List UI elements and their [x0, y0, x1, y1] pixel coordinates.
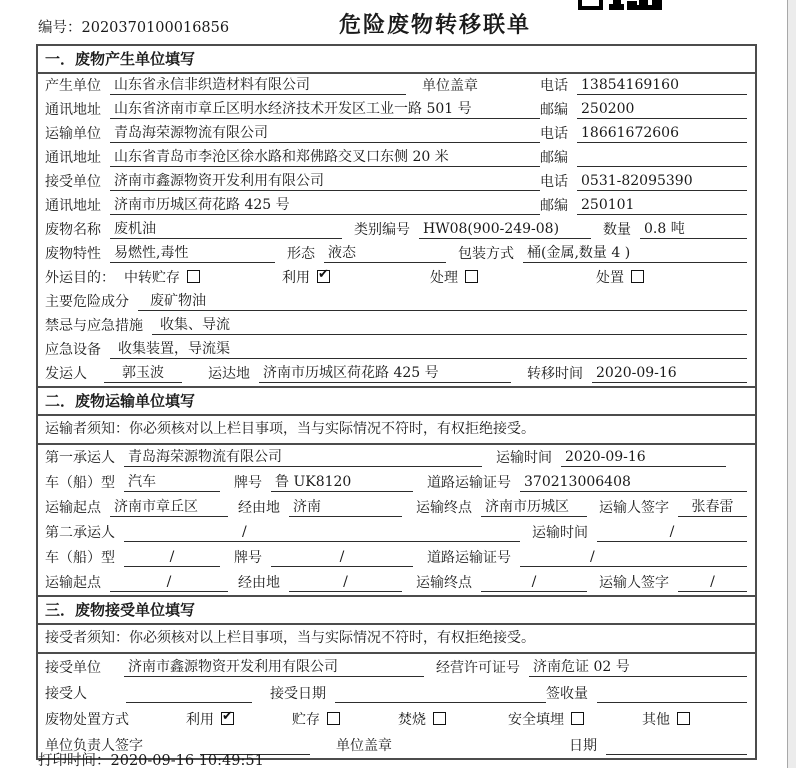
via-label: 经由地 [238, 575, 280, 591]
carrier1-value: 青岛海荣源物流有限公司 [124, 448, 482, 467]
serial-label: 编号： [38, 20, 82, 36]
disposal-option-incinerate: 焚烧 [398, 709, 446, 729]
unit-seal-label: 单位盖章 [336, 738, 392, 754]
receiver-row [38, 170, 755, 194]
destination-value: 济南市历城区荷花路 425 号 [259, 364, 511, 383]
producer-label: 产生单位 [45, 78, 101, 94]
packing-value: 桶(金属,数量 4 ) [523, 244, 747, 263]
waste-name-label: 废物名称 [45, 222, 101, 238]
license-label: 经营许可证号 [436, 660, 520, 676]
section-transporter [38, 386, 755, 595]
purpose-label: 外运目的： [45, 270, 115, 286]
vehicle-type-label: 车（船）型 [45, 475, 115, 491]
date-value [606, 736, 747, 755]
disposal-option-landfill: 安全填埋 [508, 709, 584, 729]
receive-unit-value: 济南市鑫源物资开发利用有限公司 [124, 658, 424, 677]
section-producer [38, 46, 755, 386]
checkbox-treat [465, 270, 478, 283]
unit-seal-label: 单位盖章 [422, 78, 478, 94]
receiver-address-value: 济南市历城区荷花路 425 号 [110, 196, 540, 215]
waste-name-value: 废机油 [110, 220, 342, 239]
purpose-option-transfer-storage: 中转贮存 [124, 267, 200, 287]
disposal-method-row [38, 706, 755, 732]
receiver-phone-value: 0531-82095390 [577, 172, 747, 191]
carrier1-label: 第一承运人 [45, 450, 115, 466]
notice-text: 你必须核对以上栏目事项，当与实际情况不符时，有权拒绝接受。 [129, 630, 535, 646]
route2-row [38, 570, 755, 595]
producer-address-row [38, 98, 755, 122]
disposal-option-other: 其他 [642, 709, 690, 729]
plate-label: 牌号 [234, 475, 262, 491]
phone-label: 电话 [540, 126, 568, 142]
shipper-row [38, 362, 755, 386]
notice-label: 运输者须知： [45, 421, 129, 437]
transport-time-label: 运输时间 [496, 450, 552, 466]
phone-label: 电话 [540, 78, 568, 94]
producer-row [38, 74, 755, 98]
checkbox-transfer-storage [187, 270, 200, 283]
taboo-measures-row [38, 314, 755, 338]
print-time-label: 打印时间： [38, 753, 111, 769]
purpose-option-dispose: 处置 [596, 267, 644, 287]
zip-label: 邮编 [540, 198, 568, 214]
carrier-sign-label: 运输人签字 [599, 500, 669, 516]
checkbox-utilize [317, 270, 330, 283]
endpoint-label: 运输终点 [416, 575, 472, 591]
notice-text: 你必须核对以上栏目事项，当与实际情况不符时，有权拒绝接受。 [129, 421, 535, 437]
waste-character-row [38, 242, 755, 266]
equipment-value: 收集装置，导流渠 [110, 340, 747, 359]
shipper-label: 发运人 [45, 366, 87, 382]
disposal-label: 废物处置方式 [45, 712, 129, 728]
receive-person-row [38, 680, 755, 706]
receive-unit-label: 接受单位 [45, 660, 101, 676]
transfer-time-label: 转移时间 [527, 366, 583, 382]
plate-label: 牌号 [234, 550, 262, 566]
address-label: 通讯地址 [45, 102, 101, 118]
print-time-value: 2020-09-16 10:49:51 [110, 753, 264, 769]
checkbox-landfill [571, 712, 584, 725]
address-label: 通讯地址 [45, 198, 101, 214]
transfer-time-value: 2020-09-16 [592, 364, 747, 383]
vehicle1-row [38, 470, 755, 495]
vehicle2-row [38, 545, 755, 570]
transporter-notice [38, 416, 755, 445]
carrier-sign-label: 运输人签字 [599, 575, 669, 591]
transporter-address-value: 山东省青岛市李沧区徐水路和郑佛路交叉口东侧 20 米 [110, 148, 540, 167]
category-value: HW08(900-249-08) [419, 220, 591, 239]
address-label: 通讯地址 [45, 150, 101, 166]
end1-value: 济南市历城区 [481, 498, 587, 517]
equipment-label: 应急设备 [45, 342, 101, 358]
responsible-sign-label: 单位负责人签字 [45, 738, 143, 754]
hazard-label: 主要危险成分 [45, 294, 129, 310]
receiver-notice [38, 625, 755, 654]
carrier2-value: / [124, 523, 520, 542]
receive-unit-row [38, 654, 755, 680]
checkbox-other [677, 712, 690, 725]
via1-value: 济南 [289, 498, 402, 517]
permit2-value: / [520, 548, 747, 567]
checkbox-dispose [631, 270, 644, 283]
waste-name-row [38, 218, 755, 242]
character-label: 废物特性 [45, 246, 101, 262]
signed-amount-value [597, 684, 747, 703]
category-label: 类别编号 [354, 222, 410, 238]
page-title: 危险废物转移联单 [338, 12, 531, 38]
producer-value: 山东省永信非织造材料有限公司 [110, 76, 406, 95]
road-permit-label: 道路运输证号 [427, 475, 511, 491]
plate1-value: 鲁 UK8120 [271, 473, 413, 492]
receive-date-label: 接受日期 [270, 686, 327, 702]
page-edge-strip [787, 0, 796, 768]
section2-header: 二．废物运输单位填写 [38, 386, 755, 416]
receive-person-label: 接受人 [45, 686, 87, 702]
quantity-value: 0.8 吨 [640, 220, 747, 239]
transport-time-label: 运输时间 [532, 525, 588, 541]
transporter-value: 青岛海荣源物流有限公司 [110, 124, 540, 143]
origin1-value: 济南市章丘区 [110, 498, 228, 517]
transport-time2-value: / [597, 523, 747, 542]
zip-label: 邮编 [540, 150, 568, 166]
section-receiver [38, 595, 755, 758]
form-label: 形态 [287, 246, 315, 262]
zip-label: 邮编 [540, 102, 568, 118]
disposal-option-utilize: 利用 ✔ [186, 709, 234, 729]
shipper-value: 郭玉波 [104, 364, 182, 383]
taboo-label: 禁忌与应急措施 [45, 318, 143, 334]
transport-time1-value: 2020-09-16 [561, 448, 726, 467]
manifest-table [36, 44, 757, 760]
producer-phone-value: 13854169160 [577, 76, 747, 95]
section3-header: 三．废物接受单位填写 [38, 595, 755, 625]
vehicle2-value: / [124, 548, 220, 567]
disposal-option-store: 贮存 [292, 709, 340, 729]
receiver-value: 济南市鑫源物资开发利用有限公司 [110, 172, 540, 191]
carrier2-label: 第二承运人 [45, 525, 115, 541]
vehicle1-value: 汽车 [124, 473, 220, 492]
route1-row [38, 495, 755, 520]
endpoint-label: 运输终点 [416, 500, 472, 516]
checkbox-utilize [221, 712, 234, 725]
origin2-value: / [110, 573, 228, 592]
plate2-value: / [271, 548, 413, 567]
vehicle-type-label: 车（船）型 [45, 550, 115, 566]
signed-amount-label: 签收量 [546, 686, 588, 702]
receive-person-value [126, 684, 252, 703]
sign1-value: 张春雷 [678, 498, 747, 517]
character-value: 易燃性,毒性 [110, 244, 275, 263]
receiver-zip-value: 250101 [577, 196, 747, 215]
transporter-row [38, 122, 755, 146]
license-value: 济南危证 02 号 [529, 658, 747, 677]
purpose-row [38, 266, 755, 290]
second-carrier-row [38, 520, 755, 545]
origin-label: 运输起点 [45, 575, 101, 591]
sign2-value: / [678, 573, 747, 592]
permit1-value: 370213006408 [520, 473, 747, 492]
via2-value: / [289, 573, 402, 592]
first-carrier-row [38, 445, 755, 470]
checkbox-incinerate [433, 712, 446, 725]
end2-value: / [481, 573, 587, 592]
packing-label: 包装方式 [458, 246, 514, 262]
origin-label: 运输起点 [45, 500, 101, 516]
checkbox-store [327, 712, 340, 725]
receiver-address-row [38, 194, 755, 218]
road-permit-label: 道路运输证号 [427, 550, 511, 566]
producer-zip-value: 250200 [577, 100, 747, 119]
transporter-label: 运输单位 [45, 126, 101, 142]
emergency-equipment-row [38, 338, 755, 362]
serial-value: 2020370100016856 [81, 20, 230, 36]
hazard-component-row [38, 290, 755, 314]
section1-header: 一．废物产生单位填写 [38, 46, 755, 74]
purpose-option-treat: 处理 [430, 267, 478, 287]
transporter-phone-value: 18661672606 [577, 124, 747, 143]
phone-label: 电话 [540, 174, 568, 190]
form-value: 液态 [324, 244, 446, 263]
purpose-option-utilize: 利用 ✔ [282, 267, 330, 287]
transporter-address-row [38, 146, 755, 170]
date-label: 日期 [569, 738, 597, 754]
taboo-value: 收集、导流 [152, 316, 747, 335]
transporter-zip-value [577, 148, 747, 167]
notice-label: 接受者须知： [45, 630, 129, 646]
quantity-label: 数量 [603, 222, 631, 238]
destination-label: 运达地 [208, 366, 250, 382]
via-label: 经由地 [238, 500, 280, 516]
producer-address-value: 山东省济南市章丘区明水经济技术开发区工业一路 501 号 [110, 100, 540, 119]
print-time [38, 749, 264, 770]
hazard-value: 废矿物油 [138, 292, 747, 311]
receiver-label: 接受单位 [45, 174, 101, 190]
receive-date-value [335, 684, 546, 703]
